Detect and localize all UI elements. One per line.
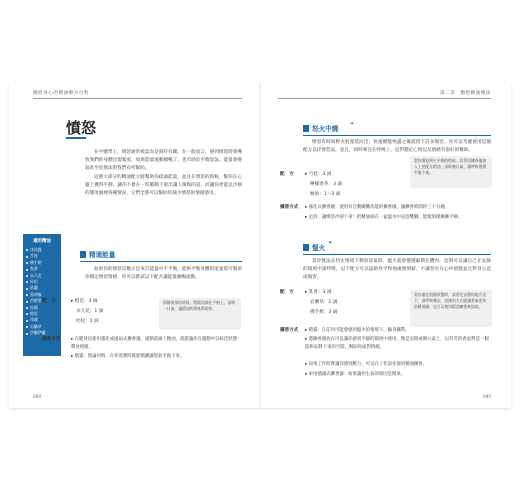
sidebar-item: 伊蘭伊蘭	[26, 330, 58, 336]
usage-item: ▸ 霧化式擴香儀：使用有自動關機功能的擴香儀，讓擴香時間約三十分鐘。	[305, 205, 450, 210]
sidebar-item: 杜鵑	[26, 305, 58, 311]
tip-box: 當你憤怒到火中燒的時候，試著用擴香儀加入上述配方精油，深吸幾口氣，讓呼吸慢慢平復下來。	[410, 156, 492, 188]
formula-label: 配 方	[42, 299, 56, 304]
section-rule	[303, 254, 491, 255]
right-header-rule	[278, 98, 491, 99]
ingredient-line: 佛手柑：3 滴	[310, 310, 338, 315]
intro-paragraph-1: 在中醫學上，憤怒通常被認為是與肝有關。在一般而言，感到憤怒時會導致我們的身體出現緊張，如果能量流動順暢了，也有助於平衡怒氣。能量會變弱甚至於無法對我們有所幫助。	[85, 150, 242, 172]
ingredient-line: ▸ 乳香：3 滴	[305, 290, 332, 295]
sidebar-item: 岩蘭草	[26, 324, 58, 330]
sidebar-item: 佛手柑	[26, 260, 58, 266]
tip-box: 情緒低落的時候，將精油滴在手帕上，深吸一口氣，讓精油的香味幫助你。	[159, 298, 241, 330]
sidebar-title: 適用精油	[33, 239, 51, 244]
sidebar-item: 月桂	[26, 253, 58, 259]
ingredient-line: 杜松：1 滴	[76, 319, 99, 324]
section-marker-icon	[303, 244, 309, 251]
left-page-number: 094	[33, 394, 41, 399]
ingredient-line: 極仙：1～3 滴	[310, 192, 341, 197]
sparkle-icon: ✦	[328, 240, 333, 246]
sidebar-item: 沐浴露	[26, 247, 58, 253]
right-page-number: 095	[483, 394, 491, 399]
usage-label: 擴香方式	[42, 337, 61, 342]
sparkle-icon: ✦	[350, 121, 355, 127]
usage-item: ▸ 車用插頭式擴香器：如果讓你生氣的原因是開車。	[305, 372, 406, 377]
sidebar-item: 苦橙葉	[26, 298, 58, 304]
sidebar-item: 永久花	[26, 273, 58, 279]
rage-body: 憤怒有時如野火般蔓延而出，快速燃燒殆盡之後就留下許多傷害。你可以考慮使用這個配方以抒發怒氣，並且，同時專注在呼吸上，這對穩定心情以及情緒有很好的幫助。	[303, 140, 491, 154]
section-heading-rage: 怒火中燒	[303, 123, 338, 133]
ingredient-line: 岩蘭草：1 滴	[310, 300, 338, 305]
section-heading-smoldering: 慍火	[303, 242, 325, 252]
ingredient-line: ▸ 橙花：3 滴	[71, 299, 98, 304]
sidebar-item: 依蘭	[26, 285, 58, 291]
sidebar-item: 乳香	[26, 266, 58, 272]
usage-label: 擴香方式	[280, 205, 299, 210]
title-underline	[66, 137, 86, 139]
usage-item: ▸ 如果工作時會讓你感到壓力，可以在工作前先使用精油擴香。	[305, 362, 428, 367]
usage-item: ▸ 噴霧：無論何時，在你需要時就能噴灑讓怒氣平復下來。	[71, 354, 185, 359]
section-rule	[80, 261, 242, 262]
right-page	[260, 83, 511, 408]
sidebar-item: 杜松	[26, 279, 58, 285]
formula-label: 配 方	[280, 172, 294, 177]
chapter-title: 憤怒	[66, 119, 97, 137]
intro-text	[85, 149, 242, 198]
left-running-header: 撫慰身心的精油療方百科	[33, 91, 90, 96]
right-running-header: 第二章 撫慰精油療法	[440, 91, 491, 96]
usage-item: ▸ 噴霧：在任何可能會感到慍火的情境下，隨身攜帶。	[305, 328, 410, 333]
ingredient-line: 永久花：1 滴	[76, 309, 104, 314]
formula-label: 配 方	[280, 290, 294, 295]
sidebar-item: 黑胡椒	[26, 292, 58, 298]
usage-item: ▸ 將擴香儀放在可以讓你感到平靜的環境中使用，像是房間或辦公桌上，以芬芳的香氣營造一個能夠安靜下來的空間，幫助你面對情緒。	[305, 337, 489, 350]
ingredient-line: 檸檬香茅：3 滴	[310, 182, 342, 187]
left-header-rule	[33, 98, 242, 99]
usage-item: ▸ 在健身房使用霧化或風扇式擴香儀，運動前滴上精油，就能讓你在運動中以較佳狀態釋放情緒。	[71, 337, 238, 350]
usage-label: 擴香方式	[280, 328, 299, 333]
section-marker-icon	[303, 125, 309, 132]
usage-item: ▸ 足浴：讓憤怒冷卻下來！把精油滴在一盆溫水中浸泡雙腳，能使情緒漸漸平靜。	[305, 215, 463, 220]
sidebar-item: 玫瑰	[26, 317, 58, 323]
section-heading-energy: 精通能量	[80, 249, 115, 259]
ingredient-line: ▸ 月桂：3 滴	[305, 172, 332, 177]
section-marker-icon	[80, 251, 86, 258]
smoldering-body: 當你無法在特定情境下釋放怒氣時，慍火就會慢慢累積在體內，這時可以讓自己在安靜的環境中深呼吸，以下配方可以協助你平和地處理情緒，不讓怒火在心中悶燒並且對身心造成傷害。	[303, 259, 491, 281]
tip-box: 當你處在悶燒狀態時，試著在安靜的地方坐下，深呼吸幾次，這樣的方式能讓香氣更快舒緩情緒，也可以使用精油擴香來協助。	[410, 290, 492, 327]
sidebar-item: 橙花	[26, 311, 58, 317]
energy-body: 如果你的憤怒反應正是來自能量中不平衡，能夠平衡身體的能量將可幫助你穩定憤怒情緒，你可以嘗試以下配方讓能量順暢流動。	[85, 267, 242, 281]
intro-paragraph-2: 這裡大部分的精油配方將幫助你疏通能量，並且在憤怒的時候，幫你在心靈上獲得平靜，讓你不會在一時衝動下說出讓人後悔的話，而讓你更能以冷靜的態度處理各種情況，它們全都可以幫助你減少憤怒的情緒感受。	[85, 174, 242, 197]
section-rule	[303, 135, 491, 136]
left-page	[9, 83, 260, 408]
book-spread	[9, 83, 511, 408]
